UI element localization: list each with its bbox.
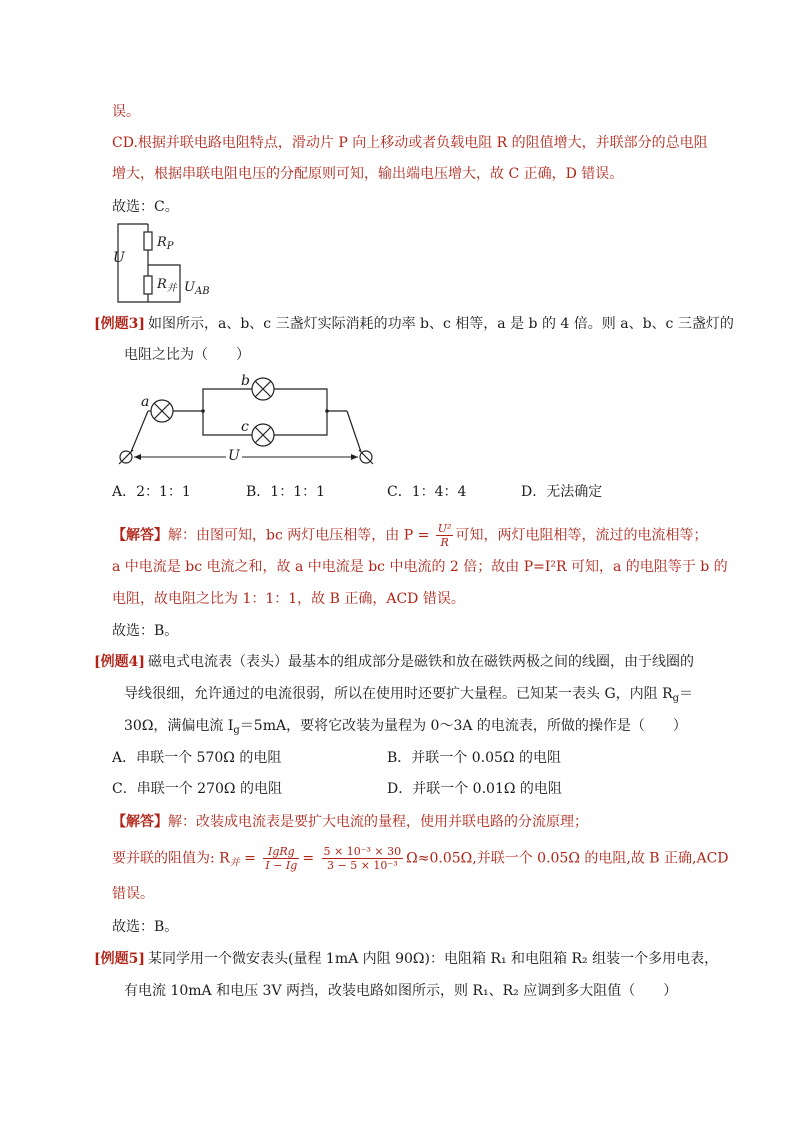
option-a: A．串联一个 570Ω 的电阻 [112, 750, 282, 766]
option-a: A．2：1：1 [112, 484, 191, 500]
example-tag: [例题4] [94, 654, 145, 670]
question-line: 有电流 10mA 和电压 3V 两挡，改装电路如图所示，则 R₁、R₂ 应调到多大阻值（ ） [124, 983, 678, 999]
solution-line: 【解答】解：由图可知，bc 两灯电压相等，由 P = $\frac{\text{U²}}{R}$ 可知，两灯电阻相等，流过的电流相等； [112, 522, 708, 549]
option-c: C．串联一个 270Ω 的电阻 [112, 781, 282, 797]
text-line: 增大，根据串联电阻电压的分配原则可知，输出端电压增大，故 C 正确，D 错误。 [112, 166, 624, 182]
question-line: 导线很细，允许通过的电流很弱，所以在使用时还要扩大量程。已知某一表头 G，内阻 $R_g=$ [124, 686, 694, 704]
question-line: 30Ω，满偏电流 $I_g=5mA$，要将它改装为量程为 0～3A 的电流表，所做的操作是（ ） [124, 718, 687, 736]
answer-line: 故选：B。 [112, 919, 179, 935]
option-d: D．无法确定 [521, 484, 603, 500]
label-lamp-c: c [241, 419, 249, 435]
solution-tag: 【解答】 [112, 527, 168, 544]
label-Rbing: $R_并$ [157, 277, 177, 294]
option-b: B．并联一个 0.05Ω 的电阻 [387, 750, 561, 766]
solution-formula-line: 要并联的阻值为: $R_并$ = $\frac{\text{IgRg}}{I - Ig}$ = $\frac{\text{5 × 10⁻³ × 30}}{\text{3 − 5 × 10⁻³}}$ Ω≈0.05Ω,并联一个 0.05Ω 的电阻,故 B 正确,ACD [112, 845, 729, 872]
option-c: C．1：4：4 [387, 484, 467, 500]
question-line: 磁电式电流表（表头）最基本的组成部分是磁铁和放在磁铁两极之间的线圈，由于线圈的 [148, 654, 694, 670]
label-U: U [113, 250, 125, 266]
label-lamp-b: b [241, 373, 250, 389]
solution-line: 电阻，故电阻之比为 1：1：1，故 B 正确，ACD 错误。 [112, 591, 465, 607]
question-line: 某同学用一个微安表头(量程 1mA 内阻 90Ω)：电阻箱 R₁ 和电阻箱 R₂ 组装一个多用电表， [148, 951, 719, 967]
text-line: 误。 [112, 104, 140, 120]
example-tag: [例题5] [94, 951, 145, 967]
option-b: B．1：1：1 [246, 484, 326, 500]
question-line: 电阻之比为（ ） [124, 347, 250, 363]
answer-line: 故选：C。 [112, 199, 179, 215]
example-tag: [例题3] [94, 316, 145, 332]
label-Uab: $U_{AB}$ [184, 280, 210, 297]
option-d: D．并联一个 0.01Ω 的电阻 [387, 781, 562, 797]
solution-line: 错误。 [112, 886, 154, 902]
label-U: U [228, 448, 240, 464]
label-Rp: $R_P$ [157, 235, 174, 252]
question-line: 如图所示，a、b、c 三盏灯实际消耗的功率 b、c 相等，a 是 b 的 4 倍。则 a、b、c 三盏灯的 [148, 316, 734, 332]
label-lamp-a: a [141, 394, 150, 410]
solution-tag: 【解答】 [112, 814, 168, 830]
solution-line: a 中电流是 bc 电流之和，故 a 中电流是 bc 中电流的 2 倍；故由 P=I²R 可知，a 的电阻等于 b 的 [112, 559, 728, 575]
solution-line: 【解答】解：改装成电流表是要扩大电流的量程，使用并联电路的分流原理； [112, 814, 588, 830]
text-line: CD.根据并联电路电阻特点，滑动片 P 向上移动或者负载电阻 R 的阻值增大，并联部分的总电阻 [112, 135, 708, 151]
answer-line: 故选：B。 [112, 623, 179, 639]
